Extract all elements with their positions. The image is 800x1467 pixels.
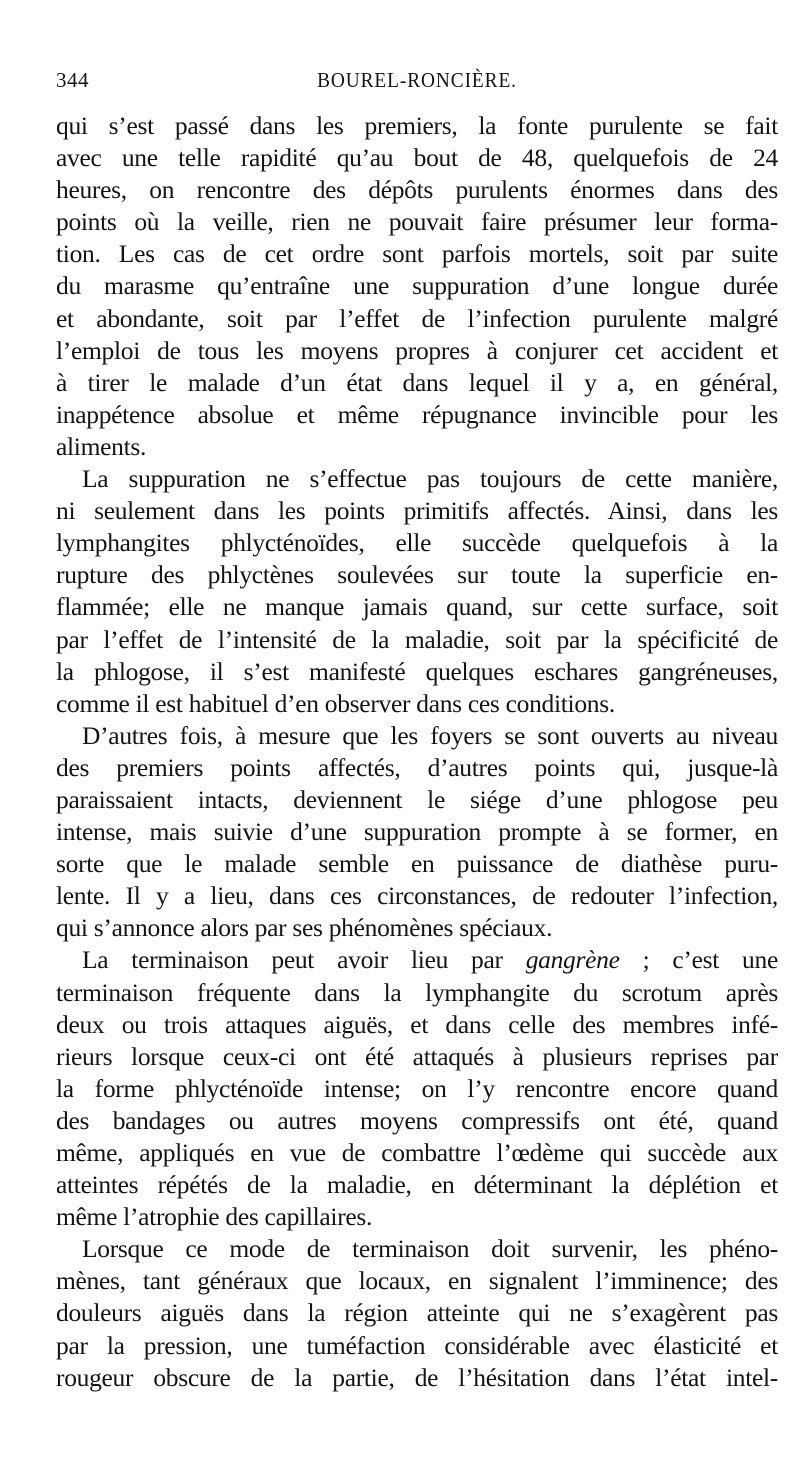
- body-text: [56, 110, 778, 1394]
- text-line-30: rieurs lorsque ceux-ci ont été attaqués à plusieurs reprises par: [56, 1041, 778, 1071]
- text-line-34: atteintes répétés de la maladie, en déterminant la déplétion et: [56, 1170, 778, 1200]
- text-line-3: heures, on rencontre des dépôts purulents énormes dans des: [56, 175, 778, 205]
- text-line-16: flammée; elle ne manque jamais quand, sur cette surface, soit: [56, 592, 778, 622]
- text-line-7: et abondante, soit par l’effet de l’infection purulente malgré: [56, 303, 778, 333]
- emphasized-term: gangrène: [525, 945, 620, 975]
- text-line-11: aliments.: [56, 431, 147, 461]
- text-line-6: du marasme qu’entraîne une suppuration d’une longue durée: [56, 271, 778, 301]
- text-line-4: points où la veille, rien ne pouvait faire présumer leur forma-: [56, 207, 778, 237]
- text-line-27-start: La terminaison peut avoir lieu par: [82, 945, 526, 975]
- page-number: 344: [56, 68, 89, 92]
- text-line-13: ni seulement dans les points primitifs affectés. Ainsi, dans les: [56, 496, 778, 526]
- text-line-14: lymphangites phlycténoïdes, elle succède quelquefois à la: [56, 528, 778, 558]
- text-line-29: deux ou trois attaques aiguës, et dans celle des membres infé-: [56, 1009, 778, 1039]
- text-line-5: tion. Les cas de cet ordre sont parfois mortels, soit par suite: [56, 239, 778, 269]
- text-line-28: terminaison fréquente dans la lymphangite du scrotum après: [56, 977, 778, 1007]
- text-line-26: qui s’annonce alors par ses phénomènes spéciaux.: [56, 913, 553, 943]
- text-line-22: paraissaient intacts, deviennent le siége d’une phlogose peu: [56, 784, 778, 814]
- text-line-9: à tirer le malade d’un état dans lequel il y a, en général,: [56, 367, 778, 397]
- text-line-19: comme il est habituel d’en observer dans ces conditions.: [56, 688, 615, 718]
- text-line-25: lente. Il y a lieu, dans ces circonstances, de redouter l’infection,: [56, 881, 778, 911]
- text-line-31: la forme phlycténoïde intense; on l’y rencontre encore quand: [56, 1073, 778, 1103]
- text-line-38: douleurs aiguës dans la région atteinte qui ne s’exagèrent pas: [56, 1298, 778, 1328]
- text-line-27-end: ; c’est une: [619, 945, 778, 975]
- text-line-24: sorte que le malade semble en puissance de diathèse puru-: [56, 849, 778, 879]
- text-line-18: la phlogose, il s’est manifesté quelques eschares gangréneuses,: [56, 656, 778, 686]
- running-head: [56, 68, 778, 98]
- text-line-35: même l’atrophie des capillaires.: [56, 1202, 373, 1232]
- text-line-8: l’emploi de tous les moyens propres à conjurer cet accident et: [56, 335, 778, 365]
- running-head-title: BOUREL-RONCIÈRE.: [317, 68, 517, 92]
- text-line-20: D’autres fois, à mesure que les foyers se sont ouverts au niveau: [82, 720, 778, 750]
- text-line-37: mènes, tant généraux que locaux, en signalent l’imminence; des: [56, 1266, 778, 1296]
- text-line-21: des premiers points affectés, d’autres points qui, jusque-là: [56, 752, 778, 782]
- text-line-40: rougeur obscure de la partie, de l’hésitation dans l’état intel-: [56, 1362, 778, 1392]
- text-line-32: des bandages ou autres moyens compressifs ont été, quand: [56, 1105, 778, 1135]
- text-line-23: intense, mais suivie d’une suppuration prompte à se former, en: [56, 817, 778, 847]
- text-line-2: avec une telle rapidité qu’au bout de 48, quelquefois de 24: [56, 143, 778, 173]
- text-line-10: inappétence absolue et même répugnance invincible pour les: [56, 399, 778, 429]
- text-line-36: Lorsque ce mode de terminaison doit survenir, les phéno-: [82, 1234, 778, 1264]
- text-line-15: rupture des phlyctènes soulevées sur toute la superficie en-: [56, 560, 778, 590]
- text-line-33: même, appliqués en vue de combattre l’œdème qui succède aux: [56, 1138, 778, 1167]
- text-line-17: par l’effet de l’intensité de la maladie, soit par la spécificité de: [56, 624, 778, 654]
- text-line-39: par la pression, une tuméfaction considérable avec élasticité et: [56, 1330, 778, 1360]
- text-line-1: qui s’est passé dans les premiers, la fonte purulente se fait: [56, 111, 778, 140]
- text-line-12: La suppuration ne s’effectue pas toujours de cette manière,: [82, 464, 778, 494]
- text-line-27: [56, 944, 778, 976]
